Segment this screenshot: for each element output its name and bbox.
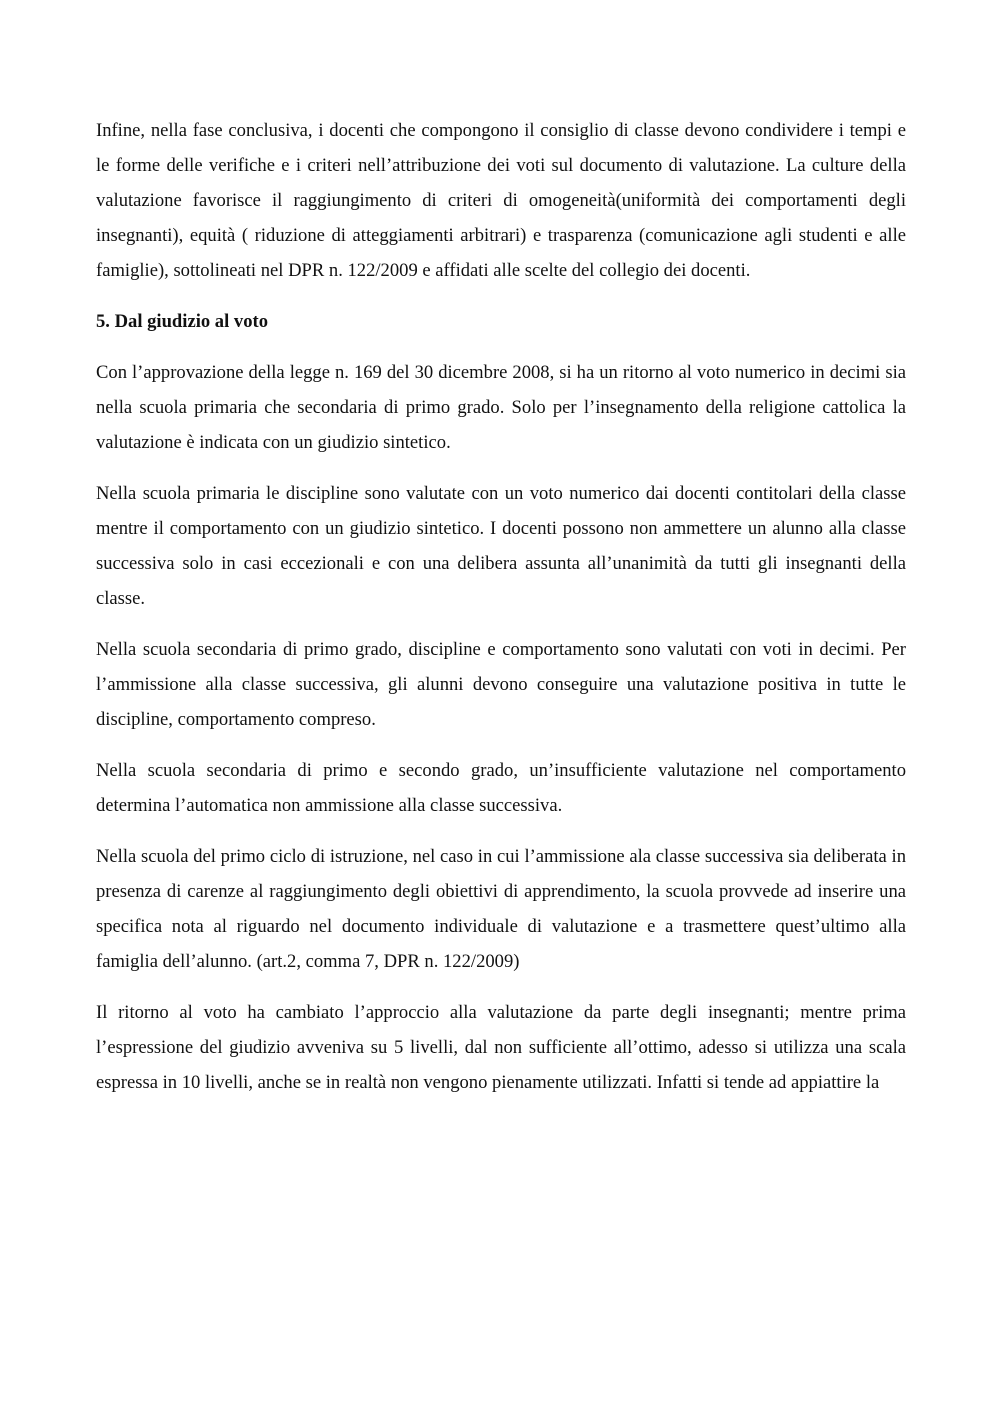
paragraph-comportamento: Nella scuola secondaria di primo e secondo grado, un’insufficiente valutazione nel comportamento determina l’automatica non ammissione alla classe successiva.	[96, 760, 906, 816]
paragraph-secondaria-primo-grado: Nella scuola secondaria di primo grado, discipline e comportamento sono valutati con voti in decimi. Per l’ammissione alla classe successiva, gli alunni devono conseguire una valutazione positiva in tutte le discipline, comportamento compreso.	[96, 639, 906, 730]
paragraph-primo-ciclo: Nella scuola del primo ciclo di istruzione, nel caso in cui l’ammissione ala classe successiva sia deliberata in presenza di carenze al raggiungimento degli obiettivi di apprendimento, la scuola provvede ad inserire una specifica nota al riguardo nel documento individuale di valutazione e a trasmettere quest’ultimo alla famiglia dell’alunno. (art.2, comma 7, DPR n. 122/2009)	[96, 846, 906, 972]
document-page	[96, 113, 906, 1116]
paragraph-legge-169: Con l’approvazione della legge n. 169 del 30 dicembre 2008, si ha un ritorno al voto numerico in decimi sia nella scuola primaria che secondaria di primo grado. Solo per l’insegnamento della religione cattolica la valutazione è indicata con un giudizio sintetico.	[96, 362, 906, 453]
section-heading: 5. Dal giudizio al voto	[96, 311, 269, 332]
paragraph-scuola-primaria: Nella scuola primaria le discipline sono valutate con un voto numerico dai docenti contitolari della classe mentre il comportamento con un giudizio sintetico. I docenti possono non ammettere un alunno alla classe successiva solo in casi eccezionali e con una delibera assunta all’unanimità da tutti gli insegnanti della classe.	[96, 483, 906, 609]
paragraph-intro: Infine, nella fase conclusiva, i docenti che compongono il consiglio di classe devono condividere i tempi e le forme delle verifiche e i criteri nell’attribuzione dei voti sul documento di valutazione. La culture della valutazione favorisce il raggiungimento di criteri di omogeneità(uniformità dei comportamenti degli insegnanti), equità ( riduzione di atteggiamenti arbitrari) e trasparenza (comunicazione agli studenti e alle famiglie), sottolineati nel DPR n. 122/2009 e affidati alle scelte del collegio dei docenti.	[96, 120, 906, 281]
paragraph-ritorno-al-voto: Il ritorno al voto ha cambiato l’approccio alla valutazione da parte degli insegnanti; mentre prima l’espressione del giudizio avveniva su 5 livelli, dal non sufficiente all’ottimo, adesso si utilizza una scala espressa in 10 livelli, anche se in realtà non vengono pienamente utilizzati. Infatti si tende ad appiattire la	[96, 1002, 906, 1093]
